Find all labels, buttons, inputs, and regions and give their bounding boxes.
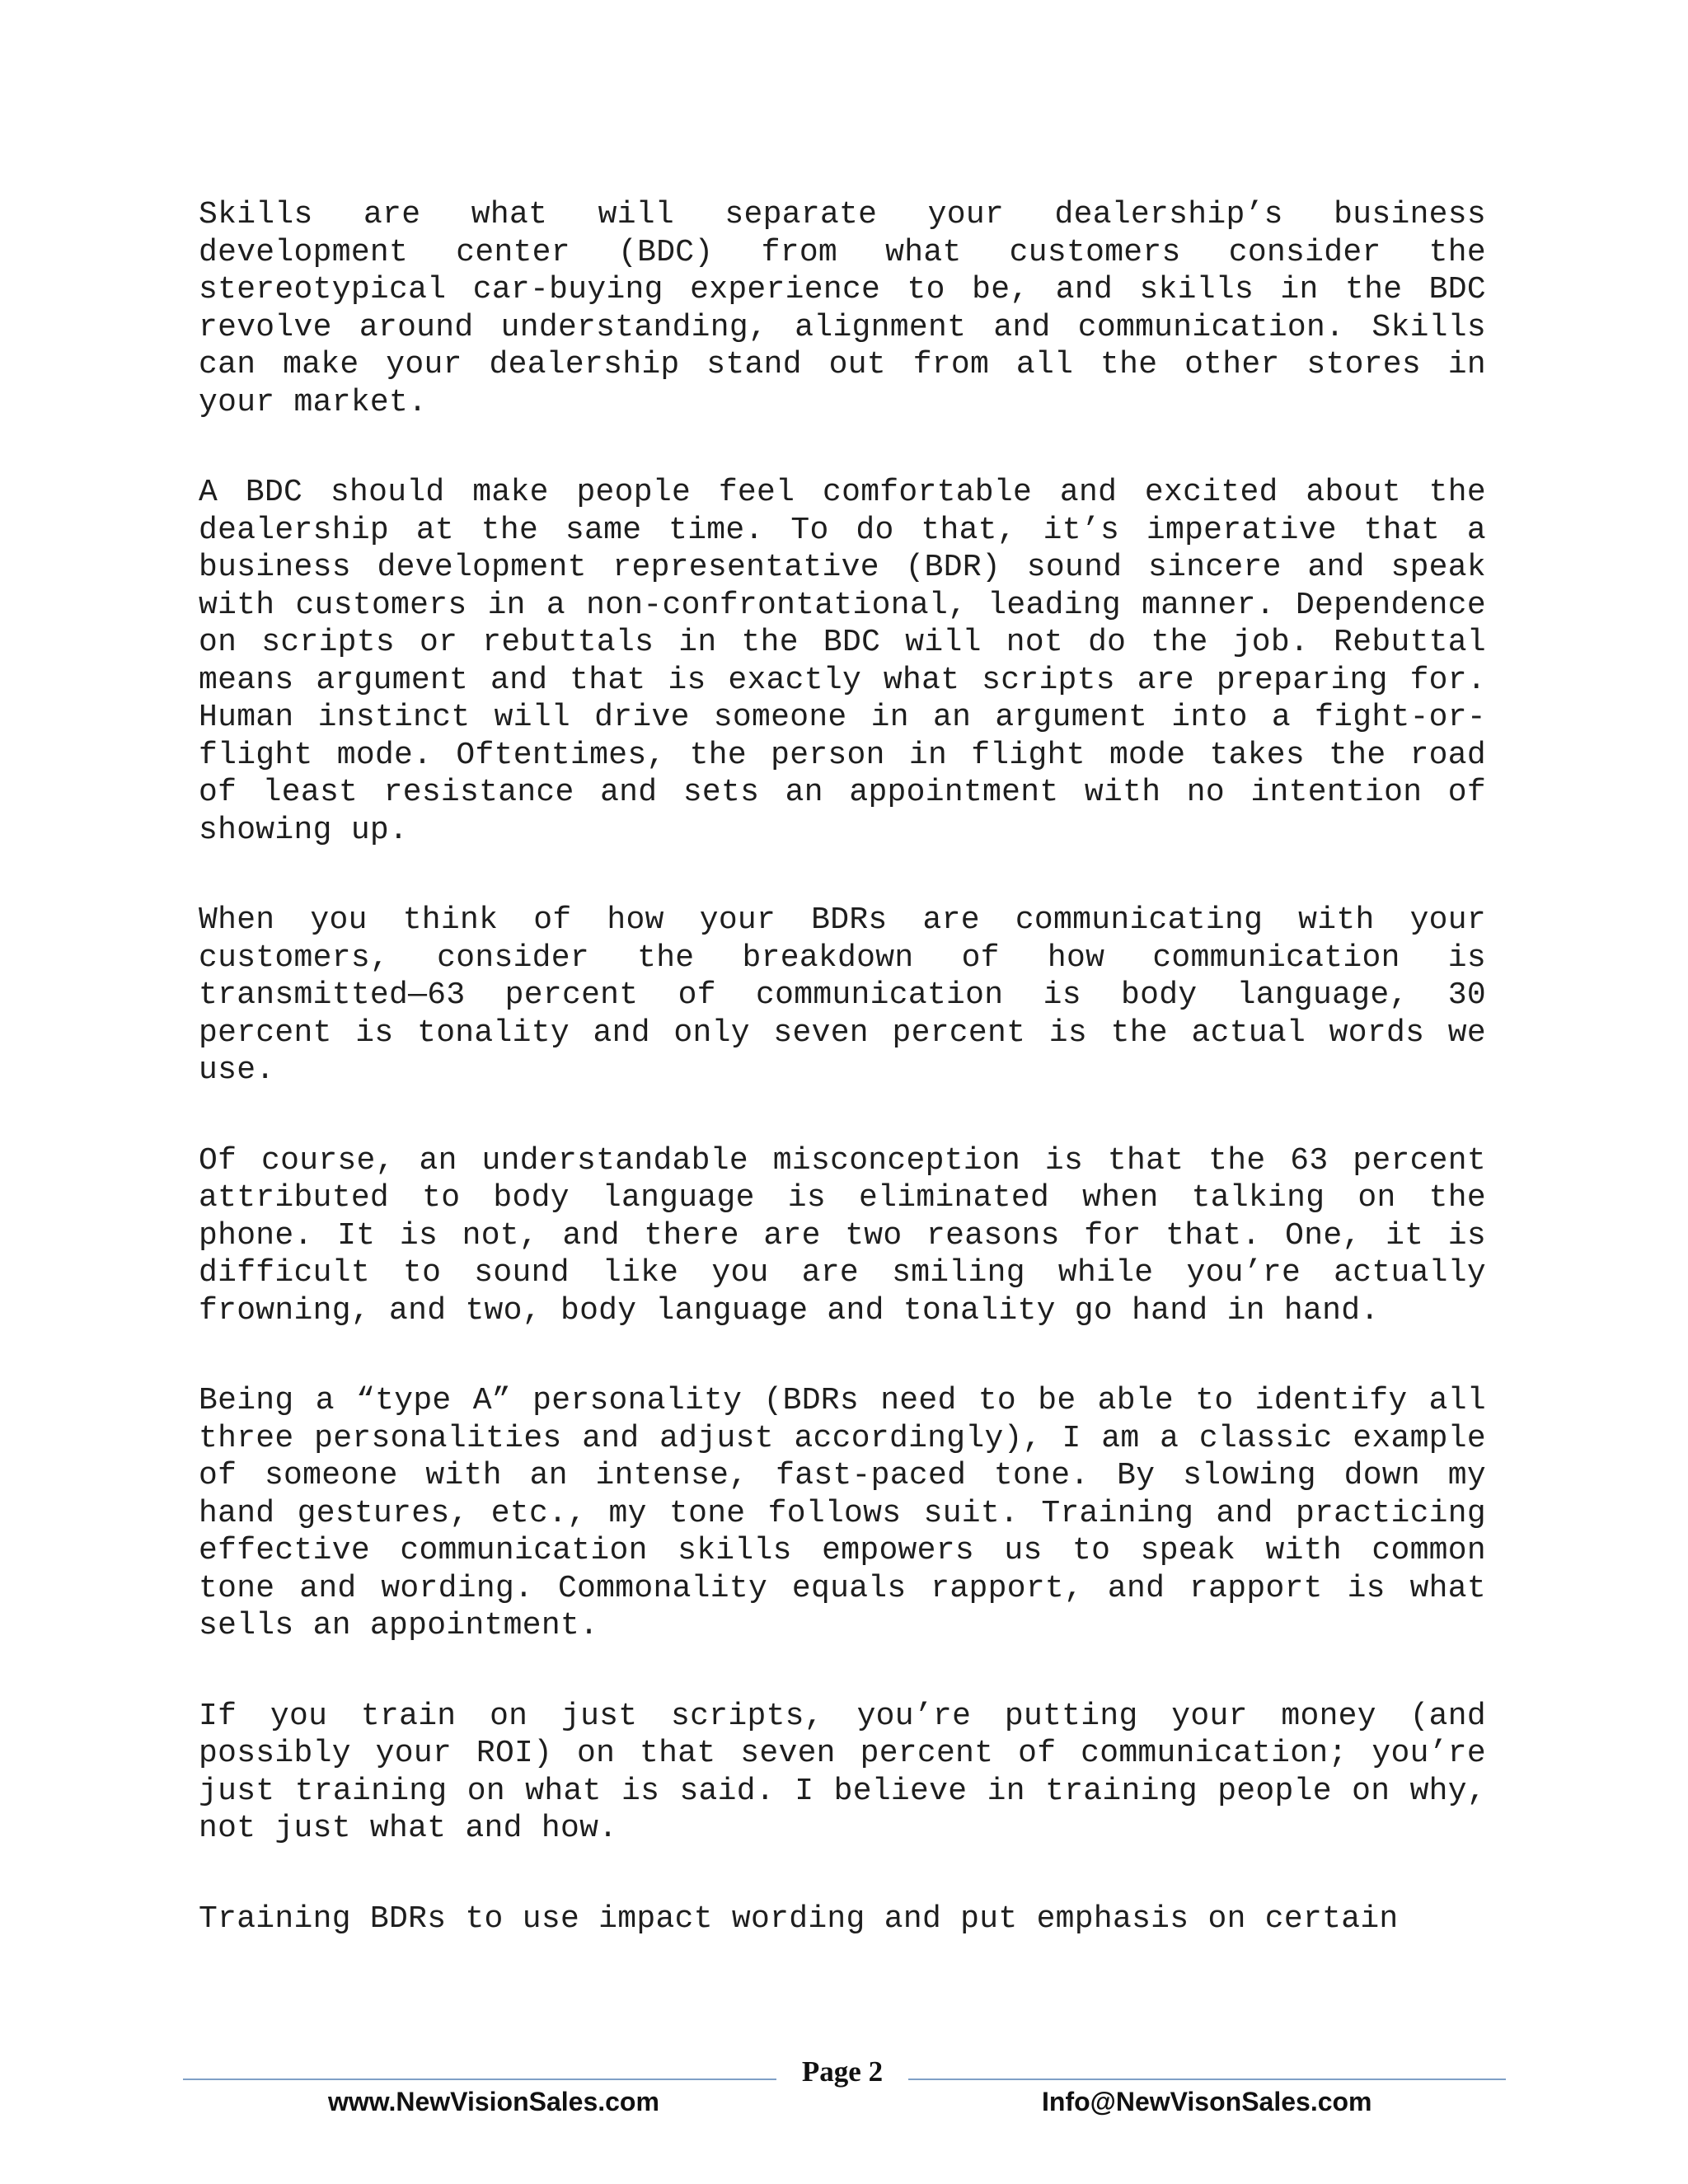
footer-email: Info@NewVisonSales.com [1042,2087,1372,2116]
paragraph-scripts-roi: If you train on just scripts, you’re putting your money (and possibly your ROI) on that seven percent of communication; you’re just training on what is said. I believe in training people on why, not just what and how. [199,1698,1486,1846]
footer-divider-right [908,2079,1506,2080]
paragraph-skills: Skills are what will separate your dealership’s business development center (BDC) from what customers consider the stereotypical car-buying experience to be, and skills in the BDC revolve around understanding, alignment and communication. Skills can make your dealership stand out from all the other stores in your market. [199,197,1486,420]
page-number: Page 2 [801,2055,884,2088]
body-text [199,196,1486,1990]
footer-divider-left [183,2079,776,2080]
footer-website: www.NewVisionSales.com [328,2087,659,2116]
paragraph-misconception: Of course, an understandable misconception is that the 63 percent attributed to body language is eliminated when talking on the phone. It is not, and there are two reasons for that. One, it is difficult to sound like you are smiling while you’re actually frowning, and two, body language and tonality go hand in hand. [199,1142,1486,1329]
paragraph-type-a: Being a “type A” personality (BDRs need to be able to identify all three personalities and adjust accordingly), I am a classic example of someone with an intense, fast-paced tone. By slowing down my hand gestures, etc., my tone follows suit. Training and practicing effective communication skills empowers us to speak with common tone and wording. Commonality equals rapport, and rapport is what sells an appointment. [199,1383,1486,1643]
paragraph-impact-wording: Training BDRs to use impact wording and put emphasis on certain [199,1900,1399,1937]
paragraph-communication-breakdown: When you think of how your BDRs are communicating with your customers, consider the breakdown of how communication is transmitted—63 percent of communication is body language, 30 percent is tonality and only seven percent is the actual words we use. [199,902,1486,1088]
paragraph-bdc-comfort: A BDC should make people feel comfortable and excited about the dealership at the same time. To do that, it’s imperative that a business development representative (BDR) sound sincere and speak with customers in a non-confrontational, leading manner. Dependence on scripts or rebuttals in the BDC will not do the job. Rebuttal means argument and that is exactly what scripts are preparing for. Human instinct will drive someone in an argument into a fight-or-flight mode. Oftentimes, the person in flight mode takes the road of least resistance and sets an appointment with no intention of showing up. [199,475,1486,848]
page-footer [183,2052,1506,2118]
